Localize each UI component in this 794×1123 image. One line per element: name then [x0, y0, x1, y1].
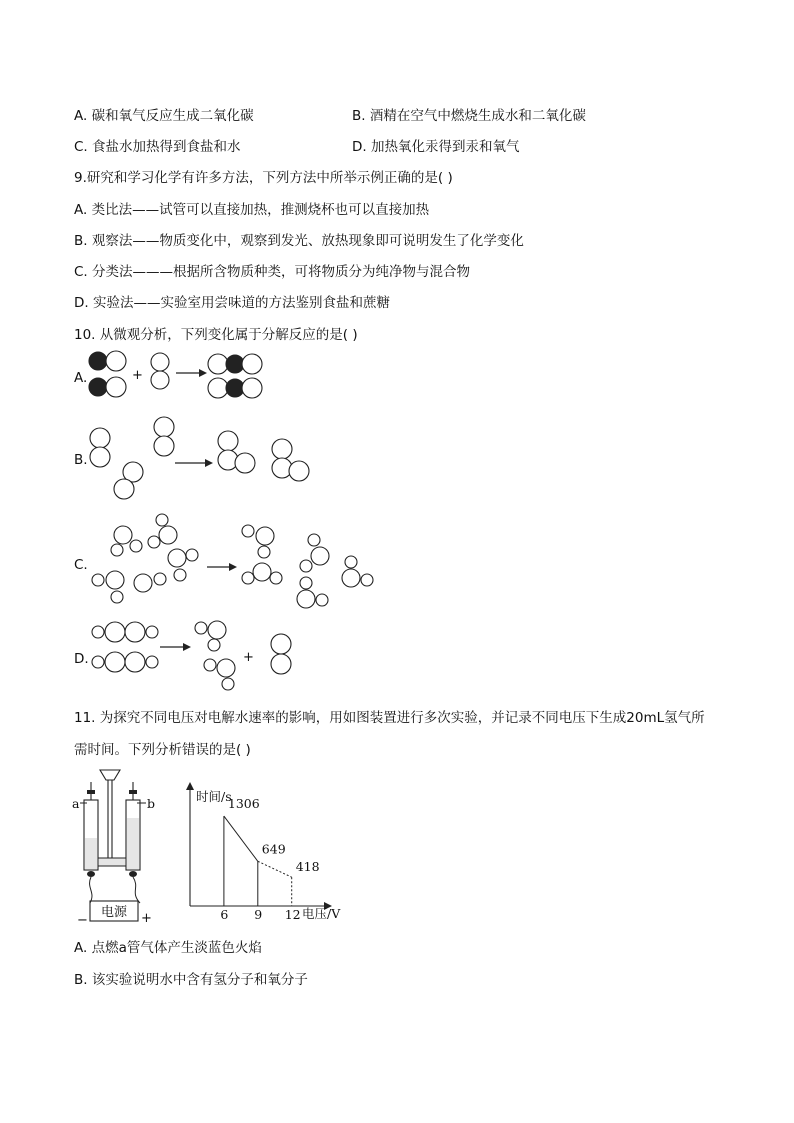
x-axis-label: 电压/V: [302, 906, 341, 921]
q9-stem: 9.研究和学习化学有许多方法，下列方法中所举示例正确的是( ): [74, 170, 453, 186]
series-segment-0: [224, 816, 258, 861]
x-tick-label-6: 6: [220, 907, 229, 922]
x-tick-label-9: 9: [254, 907, 263, 922]
tube-b-label: b: [147, 796, 156, 811]
tube-a-label: a: [72, 796, 80, 811]
q8-option-b: B. 酒精在空气中燃烧生成水和二氧化碳: [352, 108, 586, 124]
series-segment-1: [258, 861, 292, 877]
q10-a-plus: +: [132, 368, 143, 383]
data-label-6: 1306: [227, 796, 260, 812]
q10-stem: 10. 从微观分析，下列变化属于分解反应的是( ): [74, 327, 358, 343]
q10-d-plus: +: [243, 650, 254, 665]
q11-option-b: B. 该实验说明水中含有氢分子和氧分子: [74, 972, 308, 988]
q8-option-d: D. 加热氧化汞得到汞和氧气: [352, 139, 520, 155]
x-tick-label-12: 12: [284, 907, 301, 922]
minus-sign: −: [77, 913, 88, 928]
plus-sign: +: [141, 911, 152, 926]
power-supply-label: 电源: [101, 905, 128, 920]
q8-option-c: C. 食盐水加热得到食盐和水: [74, 139, 241, 155]
q11-stem-line1: 11. 为探究不同电压对电解水速率的影响，用如图装置进行多次实验，并记录不同电压下生成20mL氢气所: [74, 710, 705, 726]
y-axis-arrow: [186, 782, 194, 790]
data-label-9: 649: [261, 841, 286, 857]
q11-stem-line2: 需时间。下列分析错误的是( ): [74, 742, 251, 758]
y-axis-label: 时间/s: [196, 789, 232, 804]
q10-option-d-label: D.: [74, 651, 89, 667]
q11-option-a: A. 点燃a管气体产生淡蓝色火焰: [74, 940, 262, 956]
q9-option-b: B. 观察法——物质变化中，观察到发光、放热现象即可说明发生了化学变化: [74, 233, 524, 249]
q9-option-d: D. 实验法——实验室用尝味道的方法鉴别食盐和蔗糖: [74, 295, 390, 311]
q9-option-a: A. 类比法——试管可以直接加热，推测烧杯也可以直接加热: [74, 202, 430, 218]
q10-option-b-label: B.: [74, 452, 88, 468]
data-label-12: 418: [295, 859, 320, 875]
q10-option-c-label: C.: [74, 557, 88, 573]
q8-option-a: A. 碳和氧气反应生成二氧化碳: [74, 108, 254, 124]
q10-option-a-label: A.: [74, 370, 88, 386]
q9-option-c: C. 分类法———根据所含物质种类，可将物质分为纯净物与混合物: [74, 264, 471, 280]
